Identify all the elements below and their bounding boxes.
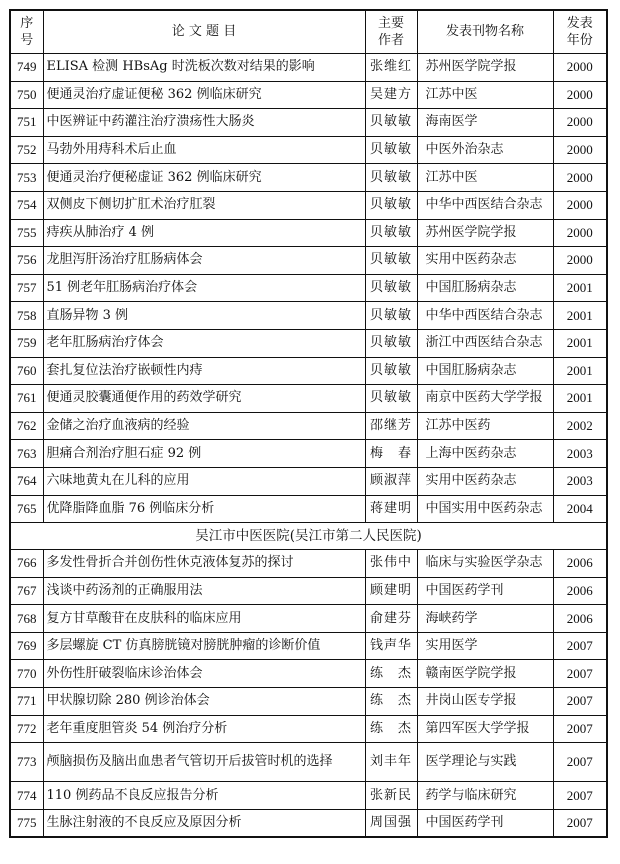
journal-name: 医学理论与实践 (417, 743, 553, 782)
author-name: 贝敏敏 (365, 191, 417, 219)
table-row (10, 688, 607, 716)
table-row (10, 440, 607, 468)
table-row (10, 247, 607, 275)
paper-title: ELISA 检测 HBsAg 时洗板次数对结果的影响 (43, 54, 365, 82)
publication-year: 2003 (553, 440, 607, 468)
table-row (10, 743, 607, 782)
journal-name: 实用中医药杂志 (417, 467, 553, 495)
publication-year: 2000 (553, 54, 607, 82)
header-number: 序 号 (10, 10, 43, 54)
table-body-first (10, 54, 607, 523)
journal-name: 南京中医药大学学报 (417, 385, 553, 413)
publication-year: 2001 (553, 274, 607, 302)
paper-title: 直肠异物 3 例 (43, 302, 365, 330)
author-name: 练 杰 (365, 688, 417, 716)
row-number: 771 (10, 688, 43, 716)
publication-year: 2001 (553, 329, 607, 357)
row-number: 767 (10, 577, 43, 605)
paper-title: 优降脂降血脂 76 例临床分析 (43, 495, 365, 523)
publication-year: 2007 (553, 660, 607, 688)
publication-year: 2001 (553, 302, 607, 330)
row-number: 754 (10, 191, 43, 219)
paper-title: 胆痛合剂治疗胆石症 92 例 (43, 440, 365, 468)
header-author: 主要 作者 (365, 10, 417, 54)
paper-title: 110 例药品不良反应报告分析 (43, 782, 365, 810)
row-number: 750 (10, 81, 43, 109)
row-number: 755 (10, 219, 43, 247)
table-row (10, 219, 607, 247)
journal-name: 苏州医学院学报 (417, 219, 553, 247)
row-number: 768 (10, 605, 43, 633)
journal-name: 中国肛肠病杂志 (417, 357, 553, 385)
row-number: 761 (10, 385, 43, 413)
author-name: 钱声华 (365, 632, 417, 660)
author-name: 贝敏敏 (365, 357, 417, 385)
row-number: 752 (10, 136, 43, 164)
journal-name: 浙江中西医结合杂志 (417, 329, 553, 357)
table-section (10, 523, 607, 550)
publication-year: 2000 (553, 81, 607, 109)
row-number: 765 (10, 495, 43, 523)
author-name: 贝敏敏 (365, 219, 417, 247)
paper-title: 甲状腺切除 280 例诊治体会 (43, 688, 365, 716)
table-row (10, 495, 607, 523)
journal-name: 中华中西医结合杂志 (417, 191, 553, 219)
publication-year: 2000 (553, 164, 607, 192)
row-number: 753 (10, 164, 43, 192)
publication-year: 2000 (553, 136, 607, 164)
table-row (10, 550, 607, 578)
journal-name: 上海中医药杂志 (417, 440, 553, 468)
publication-year: 2007 (553, 743, 607, 782)
journal-name: 江苏中医药 (417, 412, 553, 440)
publication-year: 2000 (553, 191, 607, 219)
publication-year: 2006 (553, 605, 607, 633)
author-name: 贝敏敏 (365, 274, 417, 302)
publication-year: 2003 (553, 467, 607, 495)
publication-year: 2004 (553, 495, 607, 523)
table-row (10, 782, 607, 810)
publication-year: 2007 (553, 809, 607, 837)
table-row (10, 302, 607, 330)
paper-title: 便通灵治疗便秘虚证 362 例临床研究 (43, 164, 365, 192)
row-number: 766 (10, 550, 43, 578)
row-number: 764 (10, 467, 43, 495)
journal-name: 江苏中医 (417, 164, 553, 192)
publication-year: 2000 (553, 247, 607, 275)
journal-name: 实用医学 (417, 632, 553, 660)
row-number: 751 (10, 109, 43, 137)
publication-year: 2007 (553, 782, 607, 810)
author-name: 贝敏敏 (365, 247, 417, 275)
author-name: 贝敏敏 (365, 109, 417, 137)
paper-title: 便通灵治疗虚证便秘 362 例临床研究 (43, 81, 365, 109)
author-name: 吴建方 (365, 81, 417, 109)
journal-name: 中国医药学刊 (417, 577, 553, 605)
publication-year: 2000 (553, 109, 607, 137)
author-name: 邵继芳 (365, 412, 417, 440)
table-row (10, 109, 607, 137)
row-number: 763 (10, 440, 43, 468)
row-number: 769 (10, 632, 43, 660)
table-row (10, 577, 607, 605)
publication-year: 2002 (553, 412, 607, 440)
journal-name: 中医外治杂志 (417, 136, 553, 164)
publication-year: 2006 (553, 550, 607, 578)
journal-name: 江苏中医 (417, 81, 553, 109)
paper-title: 老年重度胆管炎 54 例治疗分析 (43, 715, 365, 743)
publication-year: 2007 (553, 715, 607, 743)
publication-table (9, 9, 608, 838)
paper-title: 套扎复位法治疗嵌顿性内痔 (43, 357, 365, 385)
table-row (10, 385, 607, 413)
paper-title: 龙胆泻肝汤治疗肛肠病体会 (43, 247, 365, 275)
paper-title: 多发性骨折合并创伤性休克液体复苏的探讨 (43, 550, 365, 578)
document-page (9, 9, 608, 838)
journal-name: 井岗山医专学报 (417, 688, 553, 716)
table-row (10, 274, 607, 302)
row-number: 758 (10, 302, 43, 330)
journal-name: 苏州医学院学报 (417, 54, 553, 82)
paper-title: 浅谈中药汤剂的正确服用法 (43, 577, 365, 605)
publication-year: 2007 (553, 632, 607, 660)
table-row (10, 660, 607, 688)
publication-year: 2001 (553, 357, 607, 385)
paper-title: 金储之治疗血液病的经验 (43, 412, 365, 440)
author-name: 张维红 (365, 54, 417, 82)
table-row (10, 412, 607, 440)
header-year: 发表 年份 (553, 10, 607, 54)
author-name: 顾淑萍 (365, 467, 417, 495)
journal-name: 海南医学 (417, 109, 553, 137)
table-row (10, 329, 607, 357)
row-number: 773 (10, 743, 43, 782)
paper-title: 外伤性肝破裂临床诊治体会 (43, 660, 365, 688)
journal-name: 临床与实验医学杂志 (417, 550, 553, 578)
header-journal: 发表刊物名称 (417, 10, 553, 54)
publication-year: 2006 (553, 577, 607, 605)
table-row (10, 357, 607, 385)
table-row (10, 136, 607, 164)
table-row (10, 715, 607, 743)
table-row (10, 809, 607, 837)
journal-name: 赣南医学院学报 (417, 660, 553, 688)
journal-name: 中华中西医结合杂志 (417, 302, 553, 330)
author-name: 蒋建明 (365, 495, 417, 523)
author-name: 张新民 (365, 782, 417, 810)
paper-title: 六味地黄丸在儿科的应用 (43, 467, 365, 495)
journal-name: 中国医药学刊 (417, 809, 553, 837)
paper-title: 中医辨证中药灌注治疗溃疡性大肠炎 (43, 109, 365, 137)
journal-name: 海峡药学 (417, 605, 553, 633)
paper-title: 老年肛肠病治疗体会 (43, 329, 365, 357)
paper-title: 复方甘草酸苷在皮肤科的临床应用 (43, 605, 365, 633)
table-row (10, 605, 607, 633)
publication-year: 2000 (553, 219, 607, 247)
author-name: 刘丰年 (365, 743, 417, 782)
author-name: 贝敏敏 (365, 136, 417, 164)
author-name: 练 杰 (365, 715, 417, 743)
author-name: 梅 春 (365, 440, 417, 468)
journal-name: 药学与临床研究 (417, 782, 553, 810)
row-number: 770 (10, 660, 43, 688)
row-number: 757 (10, 274, 43, 302)
row-number: 774 (10, 782, 43, 810)
journal-name: 中国实用中医药杂志 (417, 495, 553, 523)
author-name: 贝敏敏 (365, 385, 417, 413)
author-name: 贝敏敏 (365, 302, 417, 330)
paper-title: 51 例老年肛肠病治疗体会 (43, 274, 365, 302)
paper-title: 生脉注射液的不良反应及原因分析 (43, 809, 365, 837)
author-name: 俞建芬 (365, 605, 417, 633)
publication-year: 2007 (553, 688, 607, 716)
table-row (10, 467, 607, 495)
row-number: 775 (10, 809, 43, 837)
author-name: 贝敏敏 (365, 329, 417, 357)
author-name: 张伟中 (365, 550, 417, 578)
author-name: 贝敏敏 (365, 164, 417, 192)
paper-title: 便通灵胶囊通便作用的药效学研究 (43, 385, 365, 413)
row-number: 760 (10, 357, 43, 385)
journal-name: 第四军医大学学报 (417, 715, 553, 743)
journal-name: 中国肛肠病杂志 (417, 274, 553, 302)
row-number: 749 (10, 54, 43, 82)
paper-title: 多层螺旋 CT 仿真膀胱镜对膀胱肿瘤的诊断价值 (43, 632, 365, 660)
paper-title: 颅脑损伤及脑出血患者气管切开后拔管时机的选择 (43, 743, 365, 782)
table-row (10, 164, 607, 192)
paper-title: 痔疾从肺治疗 4 例 (43, 219, 365, 247)
row-number: 756 (10, 247, 43, 275)
author-name: 顾建明 (365, 577, 417, 605)
header-title: 论 文 题 目 (43, 10, 365, 54)
author-name: 周国强 (365, 809, 417, 837)
table-row (10, 54, 607, 82)
table-header-row (10, 10, 607, 54)
section-label: 吴江市中医医院(吴江市第二人民医院) (10, 523, 607, 550)
section-row (10, 523, 607, 550)
row-number: 772 (10, 715, 43, 743)
table-row (10, 81, 607, 109)
row-number: 762 (10, 412, 43, 440)
table-row (10, 191, 607, 219)
publication-year: 2001 (553, 385, 607, 413)
table-body-second (10, 550, 607, 838)
journal-name: 实用中医药杂志 (417, 247, 553, 275)
table-row (10, 632, 607, 660)
author-name: 练 杰 (365, 660, 417, 688)
paper-title: 双侧皮下侧切扩肛术治疗肛裂 (43, 191, 365, 219)
row-number: 759 (10, 329, 43, 357)
paper-title: 马勃外用痔科术后止血 (43, 136, 365, 164)
